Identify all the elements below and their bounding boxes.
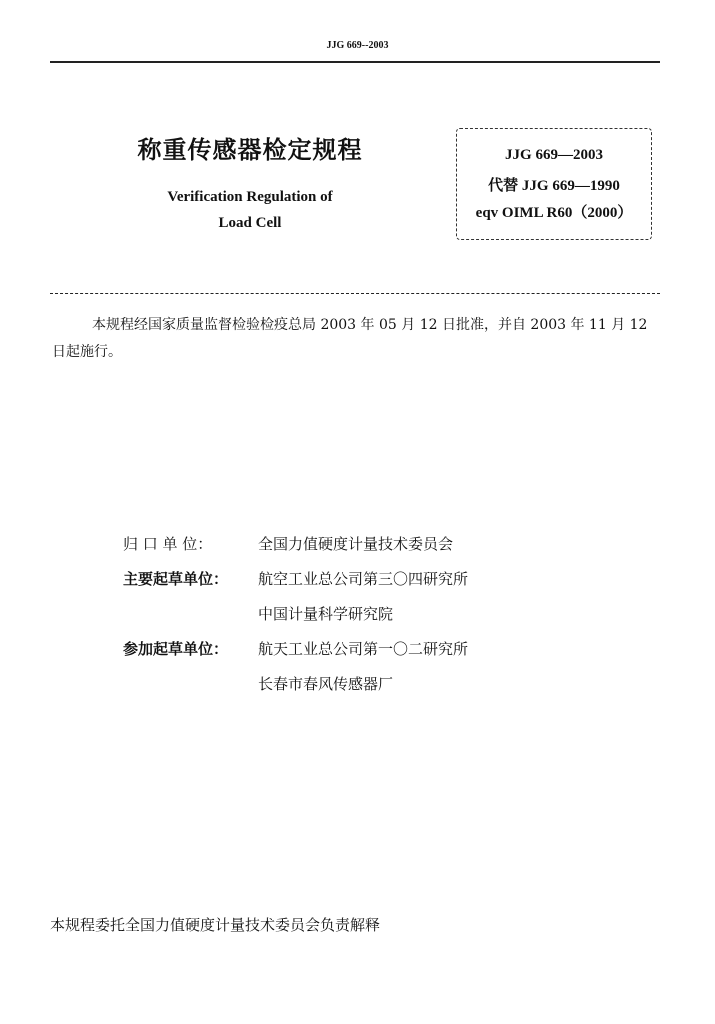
regulation-title-english-line2: Load Cell bbox=[218, 215, 282, 231]
title-divider-rule bbox=[50, 293, 660, 294]
standard-code-header: JJG 669--2003 bbox=[326, 40, 389, 51]
regulation-title-english-line1: Verification Regulation of bbox=[167, 189, 333, 205]
replaces-standard: 代替 JJG 669—1990 bbox=[488, 178, 620, 194]
approval-statement: 本规程经国家质量监督检验检疫总局 2003 年 05 月 12 日批准，并自 2003 年 11 月 12 日起施行。 bbox=[52, 317, 648, 360]
participating-drafting-unit-value-1: 航天工业总公司第一〇二研究所 bbox=[258, 640, 469, 658]
responsible-unit-label: 归 口 单 位： bbox=[123, 535, 213, 553]
header-rule bbox=[50, 61, 660, 63]
standard-number: JJG 669—2003 bbox=[505, 147, 603, 163]
main-drafting-unit-label: 主要起草单位： bbox=[123, 570, 229, 588]
regulation-title-chinese: 称重传感器检定规程 bbox=[137, 136, 363, 164]
interpretation-note: 本规程委托全国力值硬度计量技术委员会负责解释 bbox=[50, 916, 381, 934]
main-drafting-unit-value-2: 中国计量科学研究院 bbox=[258, 605, 394, 623]
main-drafting-unit-value-1: 航空工业总公司第三〇四研究所 bbox=[258, 570, 469, 588]
responsible-unit-value: 全国力值硬度计量技术委员会 bbox=[258, 535, 454, 553]
participating-drafting-unit-label: 参加起草单位： bbox=[123, 640, 229, 658]
equivalent-standard: eqv OIML R60（2000） bbox=[475, 205, 633, 221]
participating-drafting-unit-value-2: 长春市春风传感器厂 bbox=[258, 675, 394, 693]
